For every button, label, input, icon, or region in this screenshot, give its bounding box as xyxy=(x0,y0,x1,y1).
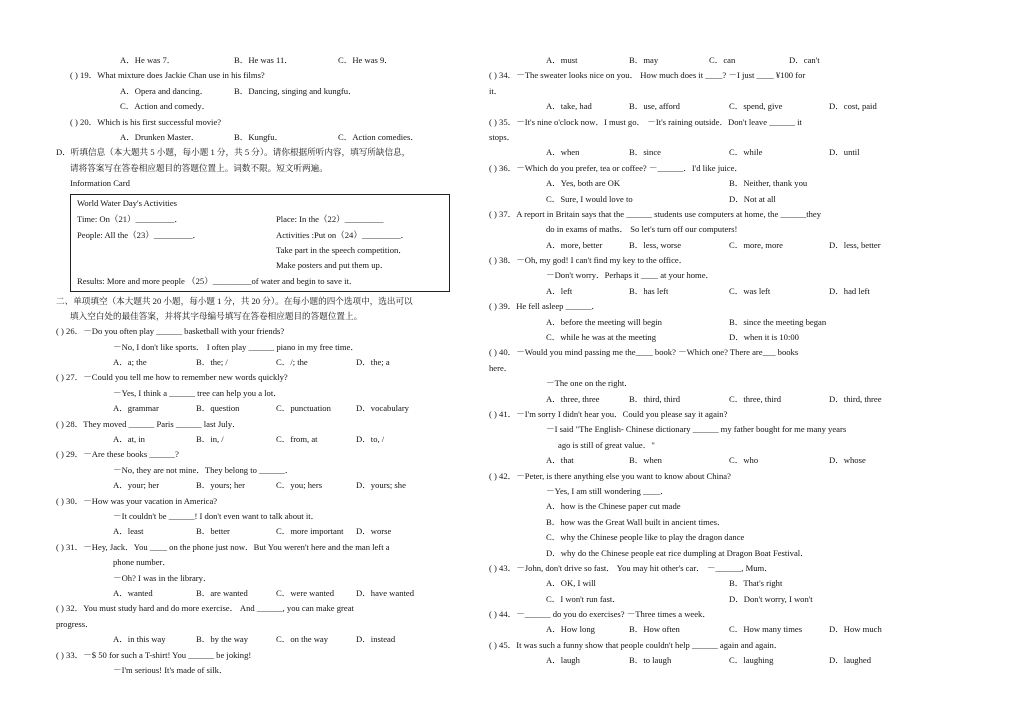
q32-option-d[interactable]: D．instead xyxy=(356,634,396,645)
q41-option-b[interactable]: B．when xyxy=(629,455,662,466)
q44-option-b[interactable]: B．How often xyxy=(629,624,680,635)
q31-line2: phone number． xyxy=(113,557,171,568)
q39-options-ab xyxy=(489,315,891,330)
q29-option-d[interactable]: D．yours; she xyxy=(356,480,406,491)
q18-option-c[interactable]: C．He was 9． xyxy=(338,55,393,65)
q39-option-d[interactable]: D．when it is 10:00 xyxy=(729,332,799,343)
q29-line2: －No, they are not mine．They belong to ______． xyxy=(113,464,294,475)
q31-option-d[interactable]: D．have wanted xyxy=(356,587,414,598)
card-title: Information Card xyxy=(70,178,130,189)
q38-option-b[interactable]: B．has left xyxy=(629,285,669,296)
q27-line2: －Yes, I think a ______ tree can help you a lot． xyxy=(113,387,282,398)
section-2-instructions: 填入空白处的最佳答案，并将其字母编号填写在答卷相应题目的答题位置上。 xyxy=(70,310,363,321)
q29-options xyxy=(56,478,461,493)
q28-options xyxy=(56,432,461,447)
q39-option-a[interactable]: A．before the meeting will begin xyxy=(546,316,662,327)
q36-options-ab xyxy=(489,176,891,191)
q35-option-a[interactable]: A．when xyxy=(546,147,580,158)
q38-option-c[interactable]: C．was left xyxy=(729,285,771,296)
q18-option-a[interactable]: A．He was 7． xyxy=(120,55,176,65)
q41-options xyxy=(489,453,891,468)
q43-options-cd xyxy=(489,592,891,607)
q38-options xyxy=(489,284,891,299)
q40-options xyxy=(489,392,891,407)
q27-options xyxy=(56,401,461,416)
q28-option-a[interactable]: A．at, in xyxy=(113,434,145,445)
q35-line2: stops． xyxy=(489,131,516,142)
section-d-instructions: 请将答案写在答卷相应题目的答题位置上。词数不限。短文听两遍。 xyxy=(70,162,328,173)
q37-option-c[interactable]: C．more, more xyxy=(729,239,783,250)
q33-options xyxy=(489,53,891,68)
q31-line3: －Oh? I was in the library． xyxy=(113,572,212,583)
q19-option-b[interactable]: B．Dancing, singing and kungfu． xyxy=(234,85,357,96)
q26-options xyxy=(56,355,461,370)
q45-options xyxy=(489,653,891,668)
q45-stem: ( ) 45．It was such a funny show that people couldn't help ______ again and again． xyxy=(489,639,783,650)
q33-stem: ( ) 33．－$ 50 for such a T-shirt! You ______ be joking! xyxy=(56,649,252,660)
q30-stem: ( ) 30．－How was your vacation in America? xyxy=(56,495,218,506)
q34-option-b[interactable]: B．use, afford xyxy=(629,101,680,112)
q26-option-a[interactable]: A．a; the xyxy=(113,357,147,368)
card-heading: World Water Day's Activities xyxy=(77,197,178,208)
q30-options xyxy=(56,524,461,539)
section-d-heading: D．听填信息（本大题共 5 小题，每小题 1 分，共 5 分）。请你根据所听内容，填写所缺信息， xyxy=(56,147,411,158)
q31-options xyxy=(56,586,461,601)
q44-option-a[interactable]: A．How long xyxy=(546,624,595,635)
q43-option-b[interactable]: B．That's right xyxy=(729,578,783,589)
q43-options-ab xyxy=(489,576,891,591)
q35-option-b[interactable]: B．since xyxy=(629,147,661,158)
q19-stem: ( ) 19．What mixture does Jackie Chan use in his films? xyxy=(70,70,265,81)
q42-option-c[interactable]: C．why the Chinese people like to play the dragon dance xyxy=(546,532,745,543)
q35-options xyxy=(489,145,891,160)
q40-line2: here． xyxy=(489,362,513,373)
left-column xyxy=(56,53,461,678)
q19-options xyxy=(56,84,461,99)
q45-option-d[interactable]: D．laughed xyxy=(829,655,872,666)
q35-stem: ( ) 35．－It's nine o'clock now．I must go． －It's raining outside．Don't leave ______ it xyxy=(489,116,802,127)
q30-option-c[interactable]: C．more important xyxy=(276,526,344,537)
right-column xyxy=(489,53,891,669)
information-card xyxy=(70,194,450,292)
q40-option-c[interactable]: C．three, third xyxy=(729,393,782,404)
q28-option-d[interactable]: D．to, / xyxy=(356,434,385,445)
card-place[interactable]: Place: In the（22）_________ xyxy=(276,213,384,224)
q20-option-c[interactable]: C．Action comedies． xyxy=(338,131,419,142)
q26-option-b[interactable]: B．the; / xyxy=(196,357,228,368)
q36-stem: ( ) 36．－Which do you prefer, tea or coffee? －______．I'd like juice． xyxy=(489,162,743,173)
q45-option-b[interactable]: B．to laugh xyxy=(629,655,672,666)
q44-option-d[interactable]: D．How much xyxy=(829,624,882,635)
q43-stem: ( ) 43．－John, don't drive so fast． You may hit other's car． －______, Mum． xyxy=(489,562,773,573)
q34-stem: ( ) 34．－The sweater looks nice on you． How much does it ____? －I just ____ ¥100 for xyxy=(489,70,806,81)
q20-options xyxy=(56,130,461,145)
q31-option-c[interactable]: C．were wanted xyxy=(276,587,334,598)
q28-stem: ( ) 28．They moved ______ Paris ______ last July． xyxy=(56,418,241,429)
q32-line2: progress． xyxy=(56,618,94,629)
q36-option-a[interactable]: A．Yes, both are OK xyxy=(546,178,621,189)
q28-option-c[interactable]: C．from, at xyxy=(276,434,318,445)
q36-option-b[interactable]: B．Neither, thank you xyxy=(729,178,808,189)
q44-stem: ( ) 44．－______ do you do exercises? －Three times a week． xyxy=(489,609,711,620)
q41-line3: ago is still of great value．" xyxy=(558,439,655,450)
q40-option-d[interactable]: D．third, three xyxy=(829,393,882,404)
q45-option-a[interactable]: A．laugh xyxy=(546,655,580,666)
q35-option-c[interactable]: C．while xyxy=(729,147,763,158)
q27-option-c[interactable]: C．punctuation xyxy=(276,403,331,414)
card-people[interactable]: People: All the（23）_________． xyxy=(77,229,202,240)
q18-option-b[interactable]: B．He was 11． xyxy=(234,55,293,65)
q41-option-a[interactable]: A．that xyxy=(546,455,574,466)
q33-line2: －I'm serious! It's made of silk． xyxy=(113,664,228,675)
q27-stem: ( ) 27．－Could you tell me how to remember new words quickly? xyxy=(56,372,288,383)
q36-option-c[interactable]: C．Sure, I would love to xyxy=(546,193,633,204)
q30-option-b[interactable]: B．better xyxy=(196,526,230,537)
q34-options xyxy=(489,99,891,114)
q43-option-d[interactable]: D．Don't worry, I won't xyxy=(729,593,813,604)
q33-option-c[interactable]: C．can xyxy=(709,55,736,65)
q19-option-c[interactable]: C．Action and comedy． xyxy=(120,101,211,112)
q19-options-2 xyxy=(56,99,461,114)
q33-option-b[interactable]: B．may xyxy=(629,55,659,65)
q36-options-cd xyxy=(489,192,891,207)
q37-stem: ( ) 37．A report in Britain says that the ______ students use computers at home, the ______they xyxy=(489,208,821,219)
q37-option-d[interactable]: D．less, better xyxy=(829,239,881,250)
q39-stem: ( ) 39．He fell asleep ______． xyxy=(489,301,600,312)
q29-option-c[interactable]: C．you; hers xyxy=(276,480,323,491)
q37-option-a[interactable]: A．more, better xyxy=(546,239,603,250)
card-activity-1[interactable]: Activities :Put on（24）_________． xyxy=(276,229,410,240)
q26-line2: －No, I don't like sports． I often play ______ piano in my free time． xyxy=(113,341,359,352)
q39-options-cd xyxy=(489,330,891,345)
q41-line2: －I said "The English- Chinese dictionary ______ my father bought for me many years xyxy=(546,424,847,435)
q29-stem: ( ) 29．－Are these books ______? xyxy=(56,449,179,460)
q18-options xyxy=(56,53,461,68)
q30-option-a[interactable]: A．least xyxy=(113,526,144,537)
q32-option-a[interactable]: A．in this way xyxy=(113,634,166,645)
q34-option-d[interactable]: D．cost, paid xyxy=(829,101,877,112)
q33-option-a[interactable]: A．must xyxy=(546,55,578,65)
q42-stem: ( ) 42．－Peter, is there anything else you want to know about China? xyxy=(489,470,731,481)
q32-option-b[interactable]: B．by the way xyxy=(196,634,249,645)
q35-option-d[interactable]: D．until xyxy=(829,147,860,158)
q38-stem: ( ) 38．－Oh, my god! I can't find my key to the office． xyxy=(489,255,688,266)
q19-option-a[interactable]: A．Opera and dancing． xyxy=(120,85,209,96)
q34-line2: it． xyxy=(489,85,503,96)
q31-option-b[interactable]: B．are wanted xyxy=(196,587,248,598)
q44-options xyxy=(489,622,891,637)
q26-stem: ( ) 26．－Do you often play ______ basketball with your friends? xyxy=(56,326,285,337)
q31-stem: ( ) 31．－Hey, Jack．You ____ on the phone just now．But You weren't here and the man left a xyxy=(56,541,390,552)
q45-option-c[interactable]: C．laughing xyxy=(729,655,774,666)
q31-option-a[interactable]: A．wanted xyxy=(113,587,153,598)
q39-option-c[interactable]: C．while he was at the meeting xyxy=(546,332,657,343)
q34-option-c[interactable]: C．spend, give xyxy=(729,101,783,112)
card-activity-3: Make posters and put them up． xyxy=(276,259,389,270)
q27-option-d[interactable]: D．vocabulary xyxy=(356,403,409,414)
q44-option-c[interactable]: C．How many times xyxy=(729,624,803,635)
section-2-heading: 二、单项填空（本大题共 20 小题，每小题 1 分，共 20 分）。在每小题的四个选项中，选出可以 xyxy=(56,295,413,306)
q40-option-b[interactable]: B．third, third xyxy=(629,393,681,404)
q42-option-d[interactable]: D．why do the Chinese people eat rice dumpling at Dragon Boat Festival． xyxy=(546,547,809,558)
q29-option-a[interactable]: A．your; her xyxy=(113,480,160,491)
card-time[interactable]: Time: On（21）_________． xyxy=(77,213,183,224)
q27-option-a[interactable]: A．grammar xyxy=(113,403,159,414)
q26-option-d[interactable]: D．the; a xyxy=(356,357,390,368)
q33-option-d[interactable]: D．can't xyxy=(789,55,820,65)
q32-option-c[interactable]: C．on the way xyxy=(276,634,329,645)
q37-line2: do in exams of maths． So let's turn off our computers! xyxy=(546,224,738,235)
q39-option-b[interactable]: B．since the meeting began xyxy=(729,316,827,327)
q29-option-b[interactable]: B．yours; her xyxy=(196,480,245,491)
q41-option-c[interactable]: C．who xyxy=(729,455,759,466)
card-activity-2: Take part in the speech competition． xyxy=(276,244,407,255)
q43-option-c[interactable]: C．I won't run fast． xyxy=(546,593,621,604)
q38-option-a[interactable]: A．left xyxy=(546,285,573,296)
q40-stem: ( ) 40．－Would you mind passing me the____ book? －Which one? There are___ books xyxy=(489,347,799,358)
q43-option-a[interactable]: A．OK, I will xyxy=(546,578,596,589)
q42-option-a[interactable]: A．how is the Chinese paper cut made xyxy=(546,501,681,512)
q20-stem: ( ) 20．Which is his first successful movie? xyxy=(70,116,222,127)
q30-option-d[interactable]: D．worse xyxy=(356,526,392,537)
q38-option-d[interactable]: D．had left xyxy=(829,285,870,296)
q37-options xyxy=(489,238,891,253)
q42-line2: －Yes, I am still wondering ____． xyxy=(546,485,669,496)
q38-line2: －Don't worry．Perhaps it ____ at your home． xyxy=(546,270,715,281)
q40-option-a[interactable]: A．three, three xyxy=(546,393,600,404)
q36-option-d[interactable]: D．Not at all xyxy=(729,193,776,204)
q30-line2: －It couldn't be ______! I don't even want to talk about it． xyxy=(113,510,320,521)
q26-option-c[interactable]: C．/; the xyxy=(276,357,308,368)
q20-option-b[interactable]: B．Kungfu． xyxy=(234,131,284,142)
q20-option-a[interactable]: A．Drunken Master． xyxy=(120,131,200,142)
q42-option-b[interactable]: B．how was the Great Wall built in ancient times． xyxy=(546,516,726,527)
q41-stem: ( ) 41．－I'm sorry I didn't hear you．Could you please say it again? xyxy=(489,408,728,419)
q41-option-d[interactable]: D．whose xyxy=(829,455,866,466)
q40-line3: －The one on the right． xyxy=(546,378,633,389)
q32-options xyxy=(56,632,461,647)
q37-option-b[interactable]: B．less, worse xyxy=(629,239,682,250)
q34-option-a[interactable]: A．take, had xyxy=(546,101,592,112)
q27-option-b[interactable]: B．question xyxy=(196,403,240,414)
card-results[interactable]: Results: More and more people （25）_________of water and begin to save it． xyxy=(77,275,358,286)
q32-stem: ( ) 32．You must study hard and do more exercise． And ______, you can make great xyxy=(56,603,354,614)
q28-option-b[interactable]: B．in, / xyxy=(196,434,224,445)
